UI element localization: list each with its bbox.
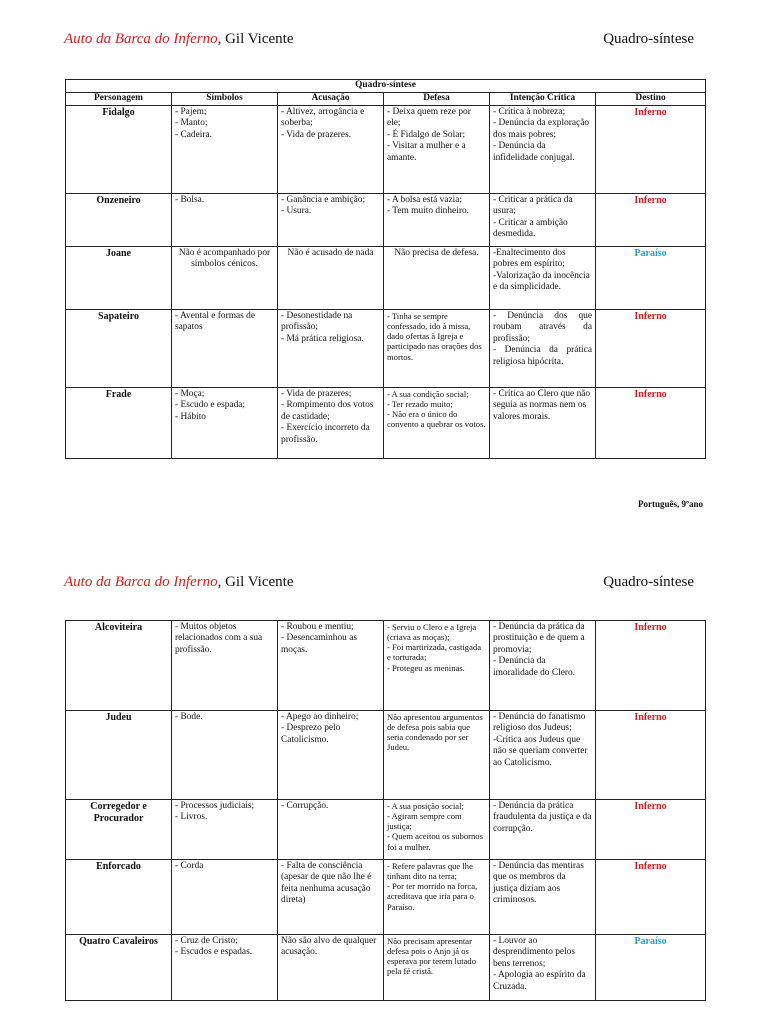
defense-item: - Protegeu as meninas. [387, 662, 465, 673]
defense-item: - Serviu o Clero e a Igreja (criava as moças); [387, 622, 477, 643]
accusation-cell [278, 106, 384, 194]
critique-item: - Denúncia dos que roubam através da profissão; [493, 311, 592, 344]
defense-item: - Ter rezado muito; [387, 399, 453, 410]
synthesis-table-2 [65, 620, 706, 1001]
page-header-2 [64, 574, 694, 596]
defense-cell [384, 310, 490, 388]
accusation-item: - Rompimento dos votos de castidade; [281, 400, 374, 422]
critique-cell [490, 935, 596, 1001]
character-name: Judeu [66, 711, 172, 800]
symbol-item: Não é acompanhado por símbolos cénicos. [178, 248, 271, 270]
accusation-item: - Vida de prazeres. [281, 129, 352, 140]
defense-item: - Agiram sempre com justiça; [387, 811, 462, 832]
critique-item: - Denúncia da infidelidade conjugal. [493, 141, 575, 163]
defense-item: - Visitar a mulher e a amante. [387, 141, 466, 163]
symbol-item: - Manto; [175, 118, 208, 129]
col-header-personagem: Personagem [66, 93, 172, 106]
destiny-cell: Paraíso [596, 935, 706, 1001]
defense-item: - A sua posição social; [387, 801, 464, 811]
critique-cell [490, 194, 596, 247]
character-name: Quatro Cavaleiros [66, 935, 172, 1001]
accusation-item: - Má prática religiosa. [281, 333, 364, 344]
symbol-item: - Escudo e espada; [175, 400, 246, 411]
accusation-item: - Exercício incorreto da profissão. [281, 423, 370, 445]
defense-item: - Não era o único do convento a quebrar os votos. [387, 409, 486, 430]
character-name: Corregedor e Procurador [66, 800, 172, 860]
defense-cell [384, 106, 490, 194]
critique-item: - Denúncia do fanatismo religioso dos Judeus; [493, 712, 586, 734]
destiny-cell: Inferno [596, 310, 706, 388]
accusation-cell [278, 310, 384, 388]
accusation-item: Não é acusado de nada [287, 248, 374, 258]
symbols-cell [172, 194, 278, 247]
defense-item: - Refere palavras que lhe tinham dito na terra; [387, 861, 473, 882]
character-name: Fidalgo [66, 106, 172, 194]
defense-item: - É Fidalgo de Solar; [387, 129, 466, 140]
header-label: Quadro-síntese [603, 574, 694, 590]
table-row [66, 310, 706, 388]
symbol-item: - Cruz de Cristo; [175, 936, 238, 946]
defense-item: Não precisam apresentar defesa pois o Anjo já os esperava por terem lutado pela fé cristã. [387, 936, 477, 977]
work-title: Auto da Barca do Inferno [64, 31, 218, 47]
critique-item: - Crítica à nobreza; [493, 107, 566, 117]
critique-cell [490, 860, 596, 935]
destiny-cell: Inferno [596, 800, 706, 860]
table-row [66, 935, 706, 1001]
critique-item: -Crítica aos Judeus que não se queriam converter ao Catolicismo. [493, 734, 588, 768]
accusation-item: - Falta de consciência (apesar de que não lhe é feita nenhuma acusação direta) [281, 861, 372, 906]
symbol-item: - Livros. [175, 812, 208, 823]
critique-item: - Crítica ao Clero que não seguia as normas nem os valores morais. [493, 389, 591, 422]
destiny-cell: Paraíso [596, 247, 706, 310]
col-header-intencao: Intenção Crítica [490, 93, 596, 106]
destiny-cell: Inferno [596, 388, 706, 459]
destiny-cell: Inferno [596, 711, 706, 800]
critique-item: - Apologia ao espírito da Cruzada. [493, 970, 586, 992]
table-row [66, 247, 706, 310]
author-name: , Gil Vicente [217, 31, 294, 47]
symbol-item: - Bolsa. [175, 195, 205, 205]
symbols-cell [172, 711, 278, 800]
critique-item: - Denúncia da prática da prostituição e de quem a promovia; [493, 622, 585, 655]
symbols-cell [172, 621, 278, 711]
defense-cell [384, 621, 490, 711]
symbols-cell [172, 310, 278, 388]
synthesis-table-1 [65, 79, 706, 459]
destiny-cell: Inferno [596, 194, 706, 247]
symbols-cell [172, 860, 278, 935]
critique-item: - Denúncia da imoralidade do Clero. [493, 656, 576, 678]
accusation-cell [278, 711, 384, 800]
critique-item: -Valorização da inocência e da simplicidade. [493, 270, 590, 293]
symbols-cell [172, 388, 278, 459]
table-row [66, 106, 706, 194]
accusation-cell [278, 800, 384, 860]
character-name: Frade [66, 388, 172, 459]
defense-item: - A bolsa está vazia; [387, 195, 462, 205]
symbol-item: - Processos judiciais; [175, 801, 255, 811]
symbol-item: - Moça; [175, 389, 205, 399]
accusation-cell [278, 194, 384, 247]
accusation-cell [278, 388, 384, 459]
col-header-destino: Destino [596, 93, 706, 106]
critique-item: - Denúncia da exploração dos mais pobres; [493, 118, 590, 140]
defense-cell [384, 194, 490, 247]
character-name: Sapateiro [66, 310, 172, 388]
defense-cell [384, 860, 490, 935]
table-row [66, 711, 706, 800]
defense-item: - A sua condição social; [387, 389, 469, 399]
column-headers [66, 93, 706, 106]
critique-item: - Denúncia da prática religiosa hipócrita. [493, 345, 592, 367]
defense-item: - Tinha se sempre confessado, ido à missa, dado ofertas à Igreja e participado nas orações dos mortos. [387, 311, 482, 362]
accusation-cell [278, 247, 384, 310]
accusation-item: - Roubou e mentiu; [281, 622, 354, 632]
accusation-item: - Desonestidade na profissão; [281, 311, 353, 333]
character-name: Alcoviteira [66, 621, 172, 711]
accusation-cell [278, 860, 384, 935]
header-label: Quadro-síntese [603, 31, 694, 47]
defense-cell [384, 711, 490, 800]
work-title: Auto da Barca do Inferno [64, 574, 218, 590]
symbol-item: - Muitos objetos relacionados com a sua profissão. [175, 622, 263, 655]
destiny-cell: Inferno [596, 860, 706, 935]
destiny-cell: Inferno [596, 621, 706, 711]
accusation-cell [278, 935, 384, 1001]
header-title [64, 31, 293, 48]
symbols-cell [172, 800, 278, 860]
author-name: , Gil Vicente [217, 574, 294, 590]
symbol-item: - Escudos e espadas. [175, 947, 253, 958]
character-name: Enforcado [66, 860, 172, 935]
col-header-defesa: Defesa [384, 93, 490, 106]
symbol-item: - Pajem; [175, 107, 207, 117]
accusation-item: - Apego ao dinheiro; [281, 712, 359, 722]
accusation-cell [278, 621, 384, 711]
accusation-item: - Desencaminhou as moças. [281, 633, 358, 655]
accusation-item: Não são alvo de qualquer acusação. [281, 936, 377, 958]
table-row [66, 388, 706, 459]
character-name: Joane [66, 247, 172, 310]
symbols-cell [172, 106, 278, 194]
symbol-item: - Corda [175, 861, 204, 871]
table-row [66, 860, 706, 935]
critique-item: - Criticar a prática da usura; [493, 195, 573, 217]
defense-item: - Deixa quem reze por ele; [387, 107, 471, 129]
table-row [66, 800, 706, 860]
critique-cell [490, 106, 596, 194]
critique-cell [490, 247, 596, 310]
defense-cell [384, 247, 490, 310]
symbol-item: - Hábito [175, 411, 206, 422]
critique-cell [490, 388, 596, 459]
critique-item: - Denúncia das mentiras que os membros da justiça diziam aos criminosos. [493, 861, 584, 906]
col-header-simbolos: Símbolos [172, 93, 278, 106]
accusation-item: - Ganância e ambição; [281, 195, 366, 205]
symbol-item: - Cadeira. [175, 129, 212, 140]
defense-item: Não apresentou argumentos de defesa pois sabia que seria condenado por ser Judeu. [387, 712, 483, 753]
character-name: Onzeneiro [66, 194, 172, 247]
critique-item: - Criticar a ambição desmedida. [493, 217, 568, 240]
critique-cell [490, 310, 596, 388]
destiny-cell: Inferno [596, 106, 706, 194]
defense-item: - Quem aceitou os subornos foi a mulher. [387, 831, 483, 852]
critique-cell [490, 621, 596, 711]
defense-cell [384, 388, 490, 459]
defense-cell [384, 800, 490, 860]
col-header-acusacao: Acusação [278, 93, 384, 106]
critique-cell [490, 711, 596, 800]
critique-item: -Enaltecimento dos pobres em espírito; [493, 248, 566, 270]
table-row [66, 621, 706, 711]
defense-item: Não precisa de defesa. [394, 248, 479, 258]
defense-item: - Tem muito dinheiro. [387, 206, 469, 217]
defense-item: - Por ter morrido na forca, acreditava que iria para o Paraíso. [387, 881, 478, 912]
page-header-1 [64, 31, 694, 53]
footer-course-label: Português, 9ºano [638, 499, 703, 509]
accusation-item: - Corrupção. [281, 801, 329, 811]
symbol-item: - Avental e formas de sapatos [175, 311, 256, 333]
symbols-cell [172, 247, 278, 310]
critique-item: - Louvor ao desprendimento pelos bens terrenos; [493, 936, 576, 969]
symbol-item: - Bode. [175, 712, 203, 722]
accusation-item: - Vida de prazeres; [281, 389, 352, 399]
symbols-cell [172, 935, 278, 1001]
critique-cell [490, 800, 596, 860]
critique-item: - Denúncia da prática fraudulenta da justiça e da corrupção. [493, 801, 592, 834]
accusation-item: - Usura. [281, 206, 312, 217]
table-row [66, 194, 706, 247]
defense-cell [384, 935, 490, 1001]
accusation-item: - Altivez, arrogância e soberba; [281, 107, 365, 129]
table-caption: Quadro-síntese [66, 80, 706, 93]
accusation-item: - Desprezo pelo Catolicismo. [281, 723, 341, 745]
header-title [64, 574, 293, 591]
defense-item: - Foi martirizada, castigada e torturada; [387, 642, 482, 663]
